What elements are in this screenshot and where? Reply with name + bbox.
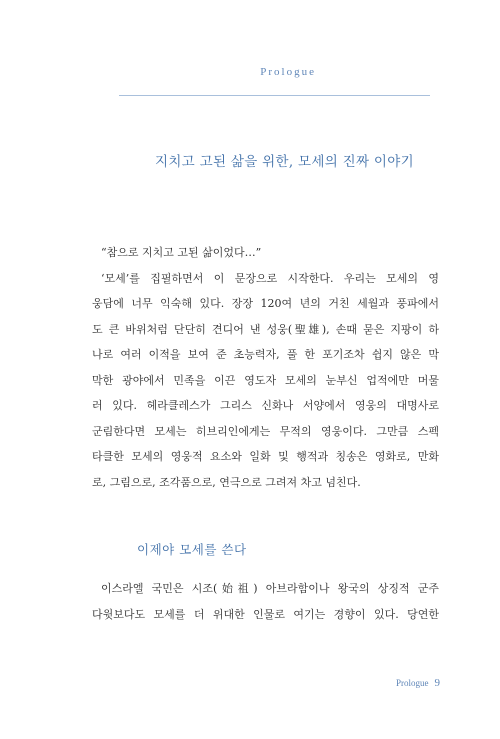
body-line-5: 막한 광야에서 민족을 이끈 영도자 모세의 눈부신 업적에만 머물: [92, 373, 439, 387]
body-line-9: 로, 그림으로, 조각품으로, 연극으로 그려져 차고 넘친다.: [92, 475, 361, 489]
body-line-8: 타클한 모세의 영웅적 요소와 일화 및 행적과 칭송은 영화로, 만화: [92, 450, 439, 463]
running-head: Prologue: [260, 66, 316, 78]
body-line-6: 러 있다. 헤라클레스가 그리스 신화나 서양에서 영웅의 대명사로: [92, 399, 439, 412]
section-text: [92, 576, 439, 627]
body-line-1: ‘모세’를 집필하면서 이 문장으로 시작한다. 우리는 모세의 영: [101, 271, 439, 285]
section-line-1: 이스라엘 국민은 시조(始祖) 아브라함이나 왕국의 상징적 군주: [101, 582, 439, 595]
chapter-title: 지치고 고된 삶을 위한, 모세의 진짜 이야기: [155, 154, 414, 170]
body-line-3: 도 큰 바위처럼 단단히 견디어 낸 성웅(聖雄), 손때 묻은 지팡이 하: [92, 322, 439, 336]
body-text: [92, 240, 439, 495]
section-heading: 이제야 모세를 쓴다: [137, 542, 247, 557]
body-line-4: 나로 여러 이적을 보여 준 초능력자, 풀 한 포기조차 쉽지 않은 막: [92, 348, 439, 361]
body-line-7: 군림한다면 모세는 히브리인에게는 무적의 영웅이다. 그만큼 스펙: [92, 424, 439, 438]
page-footer: [396, 677, 440, 689]
body-line-2: 웅담에 너무 익숙해 있다. 장장 120여 년의 거친 세월과 풍파에서: [92, 297, 439, 310]
footer-label: Prologue: [396, 678, 429, 688]
header-rule: [119, 95, 430, 96]
quote-line: “참으로 지치고 고된 삶이었다…”: [101, 246, 262, 259]
page-number: 9: [434, 677, 440, 689]
section-line-2: 다윗보다도 모세를 더 위대한 인물로 여기는 경향이 있다. 당연한: [92, 607, 439, 621]
